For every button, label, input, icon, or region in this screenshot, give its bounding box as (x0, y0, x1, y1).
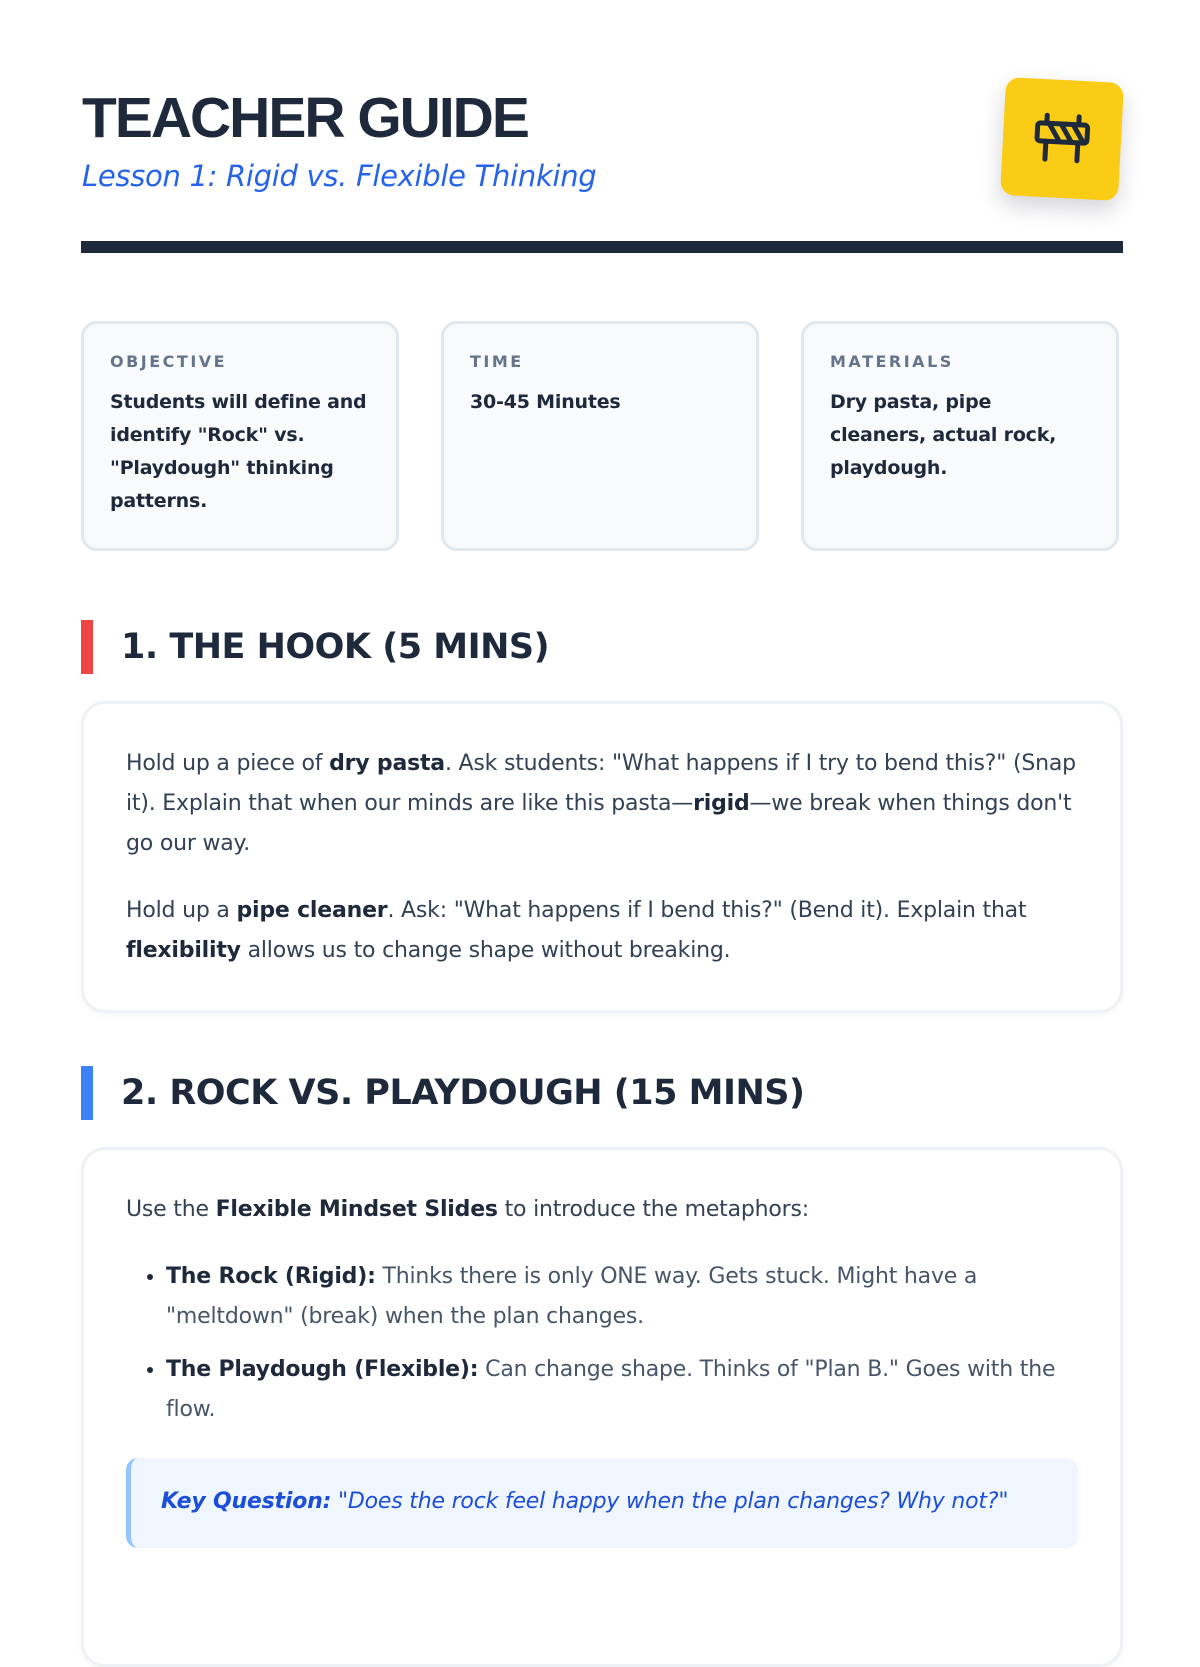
key-question-callout (126, 1458, 1078, 1548)
text-run: Use the (126, 1197, 216, 1222)
bold-term: Flexible Mindset Slides (216, 1197, 498, 1222)
metaphor-list (126, 1257, 1078, 1430)
hook-paragraph (126, 891, 1078, 971)
section-box-hook (81, 701, 1123, 1013)
bullet-term: The Playdough (Flexible): (166, 1357, 478, 1382)
header-divider (81, 241, 1123, 253)
materials-card (801, 321, 1119, 551)
section-heading-rock-vs-playdough (81, 1066, 1081, 1120)
bold-term: flexibility (126, 938, 241, 963)
card-label: OBJECTIVE (110, 352, 370, 372)
objective-card (81, 321, 399, 551)
text-run: to introduce the metaphors: (498, 1197, 809, 1222)
section-title: 1. THE HOOK (5 MINS) (121, 620, 549, 674)
time-card (441, 321, 759, 551)
bullet-text: Can change shape. Thinks of "Plan B." Goes with the flow. (166, 1357, 1055, 1422)
card-text: Dry pasta, pipe cleaners, actual rock, playdough. (830, 386, 1090, 485)
text-run: Hold up a (126, 898, 236, 923)
hook-paragraph (126, 744, 1078, 864)
text-run: . Ask: "What happens if I bend this?" (Bend it). Explain that (387, 898, 1026, 923)
bullet-term: The Rock (Rigid): (166, 1264, 376, 1289)
text-run: allows us to change shape without breaking. (241, 938, 731, 963)
section-title: 2. ROCK VS. PLAYDOUGH (15 MINS) (121, 1066, 805, 1120)
section-heading-hook (81, 620, 1081, 674)
callout-text: "Does the rock feel happy when the plan changes? Why not?" (331, 1489, 1008, 1514)
bullet-text: Thinks there is only ONE way. Gets stuck. Might have a "meltdown" (break) when the plan changes. (166, 1264, 977, 1329)
text-run: . Ask students: "What happens if I try to bend this?" (Snap it). Explain that when our minds are like this pasta— (126, 751, 1076, 816)
header-badge (1000, 77, 1124, 201)
list-item (166, 1257, 1078, 1337)
section-intro (126, 1190, 1078, 1230)
card-text: 30-45 Minutes (470, 386, 730, 419)
bold-term: pipe cleaner (236, 898, 387, 923)
road-barrier-icon (1027, 104, 1096, 173)
bold-term: dry pasta (329, 751, 445, 776)
section-box-rock-vs-playdough (81, 1147, 1123, 1667)
section-accent-bar (81, 1066, 93, 1120)
guide-header (82, 84, 1122, 194)
callout-label: Key Question: (161, 1489, 331, 1514)
list-item (166, 1350, 1078, 1430)
lesson-subtitle: Lesson 1: Rigid vs. Flexible Thinking (82, 158, 1122, 194)
text-run: Hold up a piece of (126, 751, 329, 776)
card-text: Students will define and identify "Rock" vs. "Playdough" thinking patterns. (110, 386, 370, 518)
card-label: TIME (470, 352, 730, 372)
text-run: —we break when things don't go our way. (126, 791, 1071, 856)
bold-term: rigid (693, 791, 749, 816)
page-title: TEACHER GUIDE (82, 84, 1122, 152)
card-label: MATERIALS (830, 352, 1090, 372)
section-accent-bar (81, 620, 93, 674)
